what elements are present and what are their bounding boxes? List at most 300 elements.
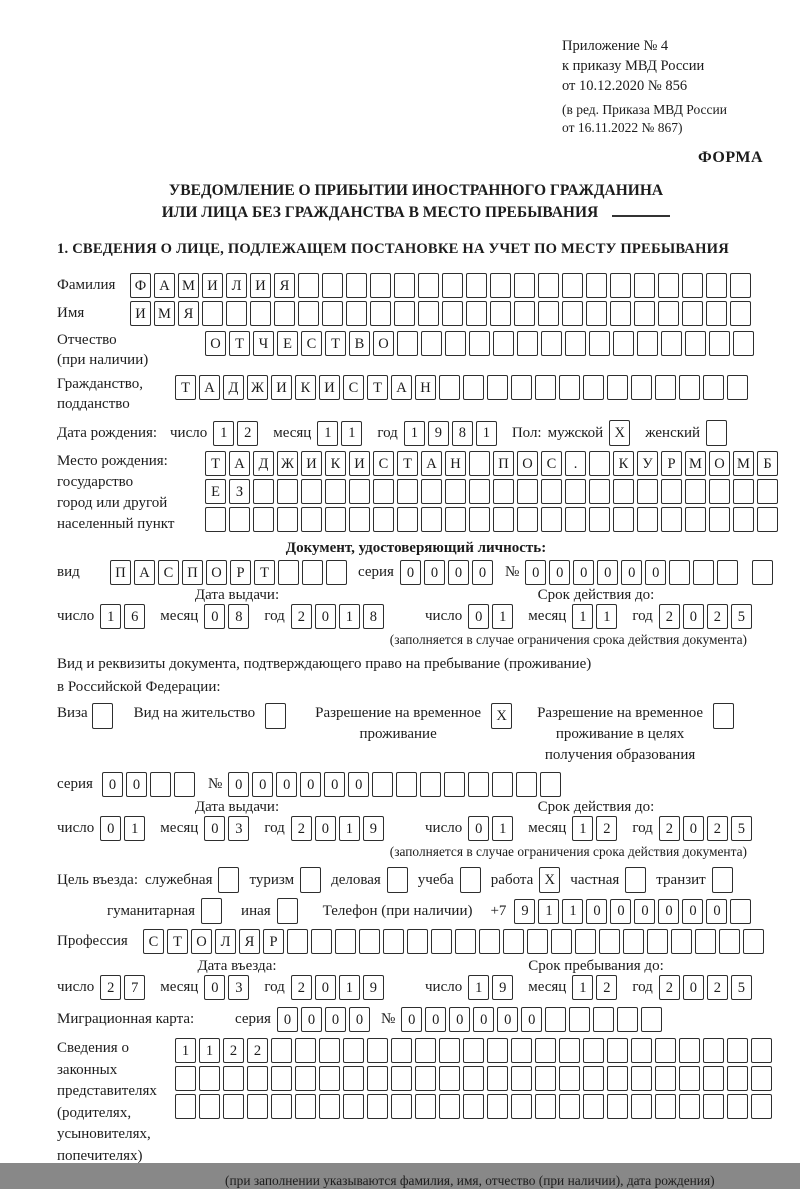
form-cell[interactable]: М: [154, 301, 175, 326]
form-cell[interactable]: Б: [757, 451, 778, 476]
form-cell[interactable]: [226, 301, 247, 326]
form-cell[interactable]: [733, 507, 754, 532]
form-cell[interactable]: [175, 1066, 196, 1091]
form-cell[interactable]: [637, 331, 658, 356]
form-cell[interactable]: О: [191, 929, 212, 954]
form-cell[interactable]: [757, 479, 778, 504]
form-cell[interactable]: [397, 479, 418, 504]
form-cell[interactable]: 2: [596, 975, 617, 1000]
form-cell[interactable]: К: [613, 451, 634, 476]
form-cell[interactable]: К: [325, 451, 346, 476]
form-cell[interactable]: [202, 301, 223, 326]
form-cell[interactable]: 0: [277, 1007, 298, 1032]
form-cell[interactable]: 2: [100, 975, 121, 1000]
form-cell[interactable]: [535, 1038, 556, 1063]
form-cell[interactable]: [295, 1038, 316, 1063]
form-cell[interactable]: [589, 479, 610, 504]
form-cell[interactable]: [442, 301, 463, 326]
form-cell[interactable]: 0: [204, 975, 225, 1000]
form-cell[interactable]: [559, 375, 580, 400]
form-cell[interactable]: С: [373, 451, 394, 476]
form-cell[interactable]: 0: [472, 560, 493, 585]
form-cell[interactable]: Ж: [247, 375, 268, 400]
form-cell[interactable]: 2: [707, 604, 728, 629]
form-cell[interactable]: Ф: [130, 273, 151, 298]
form-cell[interactable]: Т: [367, 375, 388, 400]
form-cell[interactable]: 0: [204, 816, 225, 841]
form-cell[interactable]: 2: [291, 975, 312, 1000]
form-cell[interactable]: [175, 1094, 196, 1119]
form-cell[interactable]: 0: [126, 772, 147, 797]
form-cell[interactable]: Д: [253, 451, 274, 476]
form-cell[interactable]: [517, 331, 538, 356]
form-cell[interactable]: [589, 507, 610, 532]
form-cell[interactable]: 0: [706, 899, 727, 924]
form-cell[interactable]: [607, 1066, 628, 1091]
form-cell[interactable]: 0: [252, 772, 273, 797]
temp-residence-checkbox[interactable]: X: [491, 703, 512, 729]
form-cell[interactable]: [559, 1066, 580, 1091]
form-cell[interactable]: [469, 479, 490, 504]
form-cell[interactable]: [418, 301, 439, 326]
form-cell[interactable]: 2: [223, 1038, 244, 1063]
form-cell[interactable]: 2: [247, 1038, 268, 1063]
transit-checkbox[interactable]: [712, 867, 733, 893]
form-cell[interactable]: [367, 1038, 388, 1063]
form-cell[interactable]: [586, 273, 607, 298]
form-cell[interactable]: 5: [731, 604, 752, 629]
form-cell[interactable]: П: [110, 560, 131, 585]
form-cell[interactable]: 1: [476, 421, 497, 446]
form-cell[interactable]: [583, 375, 604, 400]
form-cell[interactable]: [466, 273, 487, 298]
form-cell[interactable]: 1: [199, 1038, 220, 1063]
form-cell[interactable]: [394, 301, 415, 326]
form-cell[interactable]: [730, 301, 751, 326]
form-cell[interactable]: [641, 1007, 662, 1032]
form-cell[interactable]: О: [517, 451, 538, 476]
form-cell[interactable]: 9: [492, 975, 513, 1000]
form-cell[interactable]: [174, 772, 195, 797]
form-cell[interactable]: 0: [497, 1007, 518, 1032]
form-cell[interactable]: [593, 1007, 614, 1032]
business-checkbox[interactable]: [387, 867, 408, 893]
form-cell[interactable]: Т: [175, 375, 196, 400]
form-cell[interactable]: 1: [317, 421, 338, 446]
temp-residence-edu-checkbox[interactable]: [713, 703, 734, 729]
form-cell[interactable]: [583, 1066, 604, 1091]
form-cell[interactable]: С: [541, 451, 562, 476]
form-cell[interactable]: А: [134, 560, 155, 585]
form-cell[interactable]: [370, 273, 391, 298]
form-cell[interactable]: [346, 301, 367, 326]
form-cell[interactable]: [277, 479, 298, 504]
form-cell[interactable]: [367, 1094, 388, 1119]
form-cell[interactable]: 1: [175, 1038, 196, 1063]
form-cell[interactable]: [565, 507, 586, 532]
form-cell[interactable]: [610, 301, 631, 326]
form-cell[interactable]: 0: [634, 899, 655, 924]
form-cell[interactable]: [445, 507, 466, 532]
form-cell[interactable]: Я: [274, 273, 295, 298]
form-cell[interactable]: [623, 929, 644, 954]
form-cell[interactable]: [751, 1038, 772, 1063]
form-cell[interactable]: [247, 1094, 268, 1119]
form-cell[interactable]: 5: [731, 816, 752, 841]
form-cell[interactable]: [634, 273, 655, 298]
form-cell[interactable]: [271, 1094, 292, 1119]
form-cell[interactable]: [693, 560, 714, 585]
form-cell[interactable]: 0: [324, 772, 345, 797]
visa-checkbox[interactable]: [92, 703, 113, 729]
form-cell[interactable]: [727, 1094, 748, 1119]
form-cell[interactable]: [669, 560, 690, 585]
form-cell[interactable]: [757, 507, 778, 532]
private-checkbox[interactable]: [625, 867, 646, 893]
form-cell[interactable]: [370, 301, 391, 326]
form-cell[interactable]: 0: [102, 772, 123, 797]
form-cell[interactable]: [538, 301, 559, 326]
form-cell[interactable]: [396, 772, 417, 797]
form-cell[interactable]: [150, 772, 171, 797]
form-cell[interactable]: 1: [341, 421, 362, 446]
form-cell[interactable]: О: [373, 331, 394, 356]
form-cell[interactable]: [703, 1094, 724, 1119]
form-cell[interactable]: 0: [325, 1007, 346, 1032]
form-cell[interactable]: [415, 1094, 436, 1119]
form-cell[interactable]: [583, 1038, 604, 1063]
form-cell[interactable]: [372, 772, 393, 797]
form-cell[interactable]: [487, 1094, 508, 1119]
form-cell[interactable]: [535, 1094, 556, 1119]
form-cell[interactable]: А: [229, 451, 250, 476]
form-cell[interactable]: [326, 560, 347, 585]
form-cell[interactable]: [562, 273, 583, 298]
form-cell[interactable]: [346, 273, 367, 298]
form-cell[interactable]: [359, 929, 380, 954]
form-cell[interactable]: [319, 1038, 340, 1063]
form-cell[interactable]: 0: [597, 560, 618, 585]
form-cell[interactable]: [575, 929, 596, 954]
form-cell[interactable]: [492, 772, 513, 797]
form-cell[interactable]: 0: [204, 604, 225, 629]
form-cell[interactable]: Я: [178, 301, 199, 326]
form-cell[interactable]: [391, 1038, 412, 1063]
form-cell[interactable]: 1: [404, 421, 425, 446]
form-cell[interactable]: 1: [100, 604, 121, 629]
humanitarian-checkbox[interactable]: [201, 898, 222, 924]
form-cell[interactable]: [274, 301, 295, 326]
form-cell[interactable]: [298, 301, 319, 326]
form-cell[interactable]: [613, 507, 634, 532]
form-cell[interactable]: А: [391, 375, 412, 400]
form-cell[interactable]: М: [685, 451, 706, 476]
form-cell[interactable]: [421, 479, 442, 504]
form-cell[interactable]: Н: [415, 375, 436, 400]
form-cell[interactable]: 1: [572, 975, 593, 1000]
form-cell[interactable]: [439, 375, 460, 400]
form-cell[interactable]: [418, 273, 439, 298]
form-cell[interactable]: [397, 331, 418, 356]
form-cell[interactable]: [511, 1038, 532, 1063]
form-cell[interactable]: 0: [315, 816, 336, 841]
form-cell[interactable]: [439, 1094, 460, 1119]
form-cell[interactable]: М: [178, 273, 199, 298]
form-cell[interactable]: 2: [659, 816, 680, 841]
form-cell[interactable]: И: [202, 273, 223, 298]
form-cell[interactable]: [613, 479, 634, 504]
form-cell[interactable]: 1: [339, 975, 360, 1000]
form-cell[interactable]: [439, 1038, 460, 1063]
other-checkbox[interactable]: [277, 898, 298, 924]
form-cell[interactable]: Д: [223, 375, 244, 400]
form-cell[interactable]: 0: [683, 975, 704, 1000]
form-cell[interactable]: 0: [424, 560, 445, 585]
form-cell[interactable]: [727, 1066, 748, 1091]
form-cell[interactable]: Н: [445, 451, 466, 476]
form-cell[interactable]: [469, 451, 490, 476]
form-cell[interactable]: 0: [573, 560, 594, 585]
form-cell[interactable]: [199, 1066, 220, 1091]
form-cell[interactable]: [511, 1094, 532, 1119]
form-cell[interactable]: [517, 479, 538, 504]
form-cell[interactable]: [655, 1094, 676, 1119]
form-cell[interactable]: [545, 1007, 566, 1032]
form-cell[interactable]: [695, 929, 716, 954]
form-cell[interactable]: 0: [315, 975, 336, 1000]
form-cell[interactable]: [717, 560, 738, 585]
form-cell[interactable]: [469, 507, 490, 532]
form-cell[interactable]: В: [349, 331, 370, 356]
form-cell[interactable]: [373, 479, 394, 504]
form-cell[interactable]: [586, 301, 607, 326]
form-cell[interactable]: [295, 1066, 316, 1091]
form-cell[interactable]: 0: [349, 1007, 370, 1032]
form-cell[interactable]: [661, 331, 682, 356]
form-cell[interactable]: [730, 899, 751, 924]
official-checkbox[interactable]: [218, 867, 239, 893]
form-cell[interactable]: [301, 479, 322, 504]
form-cell[interactable]: [535, 375, 556, 400]
form-cell[interactable]: 9: [514, 899, 535, 924]
form-cell[interactable]: [703, 1066, 724, 1091]
form-cell[interactable]: [511, 375, 532, 400]
form-cell[interactable]: [277, 507, 298, 532]
form-cell[interactable]: [559, 1094, 580, 1119]
form-cell[interactable]: [298, 273, 319, 298]
form-cell[interactable]: 1: [492, 816, 513, 841]
form-cell[interactable]: 0: [610, 899, 631, 924]
form-cell[interactable]: С: [158, 560, 179, 585]
form-cell[interactable]: [709, 331, 730, 356]
form-cell[interactable]: [733, 479, 754, 504]
form-cell[interactable]: [751, 1094, 772, 1119]
form-cell[interactable]: [487, 1038, 508, 1063]
form-cell[interactable]: 0: [521, 1007, 542, 1032]
form-cell[interactable]: [271, 1038, 292, 1063]
form-cell[interactable]: [631, 375, 652, 400]
form-cell[interactable]: 6: [124, 604, 145, 629]
form-cell[interactable]: Т: [167, 929, 188, 954]
form-cell[interactable]: [617, 1007, 638, 1032]
form-cell[interactable]: К: [295, 375, 316, 400]
form-cell[interactable]: [583, 1094, 604, 1119]
form-cell[interactable]: [685, 479, 706, 504]
form-cell[interactable]: [562, 301, 583, 326]
form-cell[interactable]: 9: [428, 421, 449, 446]
form-cell[interactable]: [569, 1007, 590, 1032]
form-cell[interactable]: [223, 1066, 244, 1091]
form-cell[interactable]: 0: [228, 772, 249, 797]
form-cell[interactable]: [682, 301, 703, 326]
form-cell[interactable]: [431, 929, 452, 954]
form-cell[interactable]: [468, 772, 489, 797]
form-cell[interactable]: 2: [237, 421, 258, 446]
form-cell[interactable]: О: [205, 331, 226, 356]
form-cell[interactable]: [661, 507, 682, 532]
form-cell[interactable]: 0: [449, 1007, 470, 1032]
form-cell[interactable]: [253, 507, 274, 532]
form-cell[interactable]: [565, 331, 586, 356]
form-cell[interactable]: [682, 273, 703, 298]
form-cell[interactable]: 8: [363, 604, 384, 629]
form-cell[interactable]: [655, 1066, 676, 1091]
form-cell[interactable]: 0: [276, 772, 297, 797]
form-cell[interactable]: У: [637, 451, 658, 476]
form-cell[interactable]: .: [565, 451, 586, 476]
form-cell[interactable]: 1: [538, 899, 559, 924]
form-cell[interactable]: О: [206, 560, 227, 585]
form-cell[interactable]: 2: [707, 816, 728, 841]
form-cell[interactable]: [420, 772, 441, 797]
study-checkbox[interactable]: [460, 867, 481, 893]
form-cell[interactable]: [415, 1066, 436, 1091]
form-cell[interactable]: 2: [291, 816, 312, 841]
form-cell[interactable]: [493, 479, 514, 504]
form-cell[interactable]: [487, 375, 508, 400]
form-cell[interactable]: [397, 507, 418, 532]
form-cell[interactable]: 0: [621, 560, 642, 585]
form-cell[interactable]: [538, 273, 559, 298]
form-cell[interactable]: Ж: [277, 451, 298, 476]
form-cell[interactable]: [463, 1094, 484, 1119]
form-cell[interactable]: [479, 929, 500, 954]
form-cell[interactable]: [253, 479, 274, 504]
form-cell[interactable]: [607, 1094, 628, 1119]
sex-female-checkbox[interactable]: [706, 420, 727, 446]
form-cell[interactable]: [541, 507, 562, 532]
form-cell[interactable]: 1: [468, 975, 489, 1000]
form-cell[interactable]: [743, 929, 764, 954]
form-cell[interactable]: [302, 560, 323, 585]
form-cell[interactable]: [703, 1038, 724, 1063]
form-cell[interactable]: [493, 331, 514, 356]
form-cell[interactable]: Р: [661, 451, 682, 476]
form-cell[interactable]: [487, 1066, 508, 1091]
form-cell[interactable]: [709, 507, 730, 532]
form-cell[interactable]: [367, 1066, 388, 1091]
form-cell[interactable]: 9: [363, 975, 384, 1000]
form-cell[interactable]: 3: [228, 816, 249, 841]
form-cell[interactable]: С: [143, 929, 164, 954]
form-cell[interactable]: Т: [325, 331, 346, 356]
form-cell[interactable]: 0: [315, 604, 336, 629]
form-cell[interactable]: А: [199, 375, 220, 400]
form-cell[interactable]: 7: [124, 975, 145, 1000]
form-cell[interactable]: С: [301, 331, 322, 356]
form-cell[interactable]: Р: [263, 929, 284, 954]
form-cell[interactable]: Т: [229, 331, 250, 356]
form-cell[interactable]: [442, 273, 463, 298]
form-cell[interactable]: 0: [683, 816, 704, 841]
form-cell[interactable]: И: [319, 375, 340, 400]
form-cell[interactable]: [631, 1066, 652, 1091]
form-cell[interactable]: П: [493, 451, 514, 476]
form-cell[interactable]: [322, 273, 343, 298]
form-cell[interactable]: [551, 929, 572, 954]
form-cell[interactable]: [199, 1094, 220, 1119]
form-cell[interactable]: [709, 479, 730, 504]
form-cell[interactable]: 0: [468, 604, 489, 629]
work-checkbox[interactable]: X: [539, 867, 560, 893]
form-cell[interactable]: 1: [492, 604, 513, 629]
form-cell[interactable]: [311, 929, 332, 954]
form-cell[interactable]: [223, 1094, 244, 1119]
tourism-checkbox[interactable]: [300, 867, 321, 893]
form-cell[interactable]: 0: [682, 899, 703, 924]
form-cell[interactable]: [349, 479, 370, 504]
form-cell[interactable]: 2: [659, 604, 680, 629]
form-cell[interactable]: 3: [228, 975, 249, 1000]
form-cell[interactable]: О: [709, 451, 730, 476]
form-cell[interactable]: [490, 301, 511, 326]
form-cell[interactable]: 0: [683, 604, 704, 629]
form-cell[interactable]: [516, 772, 537, 797]
form-cell[interactable]: [325, 479, 346, 504]
form-cell[interactable]: 0: [448, 560, 469, 585]
form-cell[interactable]: [589, 331, 610, 356]
form-cell[interactable]: [322, 301, 343, 326]
form-cell[interactable]: [706, 301, 727, 326]
form-cell[interactable]: 1: [213, 421, 234, 446]
form-cell[interactable]: 0: [473, 1007, 494, 1032]
form-cell[interactable]: [343, 1066, 364, 1091]
form-cell[interactable]: 1: [339, 816, 360, 841]
form-cell[interactable]: И: [271, 375, 292, 400]
form-cell[interactable]: Р: [230, 560, 251, 585]
form-cell[interactable]: И: [301, 451, 322, 476]
form-cell[interactable]: [679, 1094, 700, 1119]
form-cell[interactable]: 1: [562, 899, 583, 924]
form-cell[interactable]: [343, 1094, 364, 1119]
form-cell[interactable]: 0: [300, 772, 321, 797]
form-cell[interactable]: [373, 507, 394, 532]
form-cell[interactable]: П: [182, 560, 203, 585]
form-cell[interactable]: [415, 1038, 436, 1063]
form-cell[interactable]: 0: [301, 1007, 322, 1032]
form-cell[interactable]: [631, 1094, 652, 1119]
form-cell[interactable]: 8: [452, 421, 473, 446]
form-cell[interactable]: Л: [226, 273, 247, 298]
form-cell[interactable]: 1: [339, 604, 360, 629]
form-cell[interactable]: [733, 331, 754, 356]
form-cell[interactable]: [559, 1038, 580, 1063]
form-cell[interactable]: Т: [254, 560, 275, 585]
form-cell[interactable]: [679, 375, 700, 400]
form-cell[interactable]: 2: [596, 816, 617, 841]
form-cell[interactable]: 5: [731, 975, 752, 1000]
form-cell[interactable]: Т: [205, 451, 226, 476]
